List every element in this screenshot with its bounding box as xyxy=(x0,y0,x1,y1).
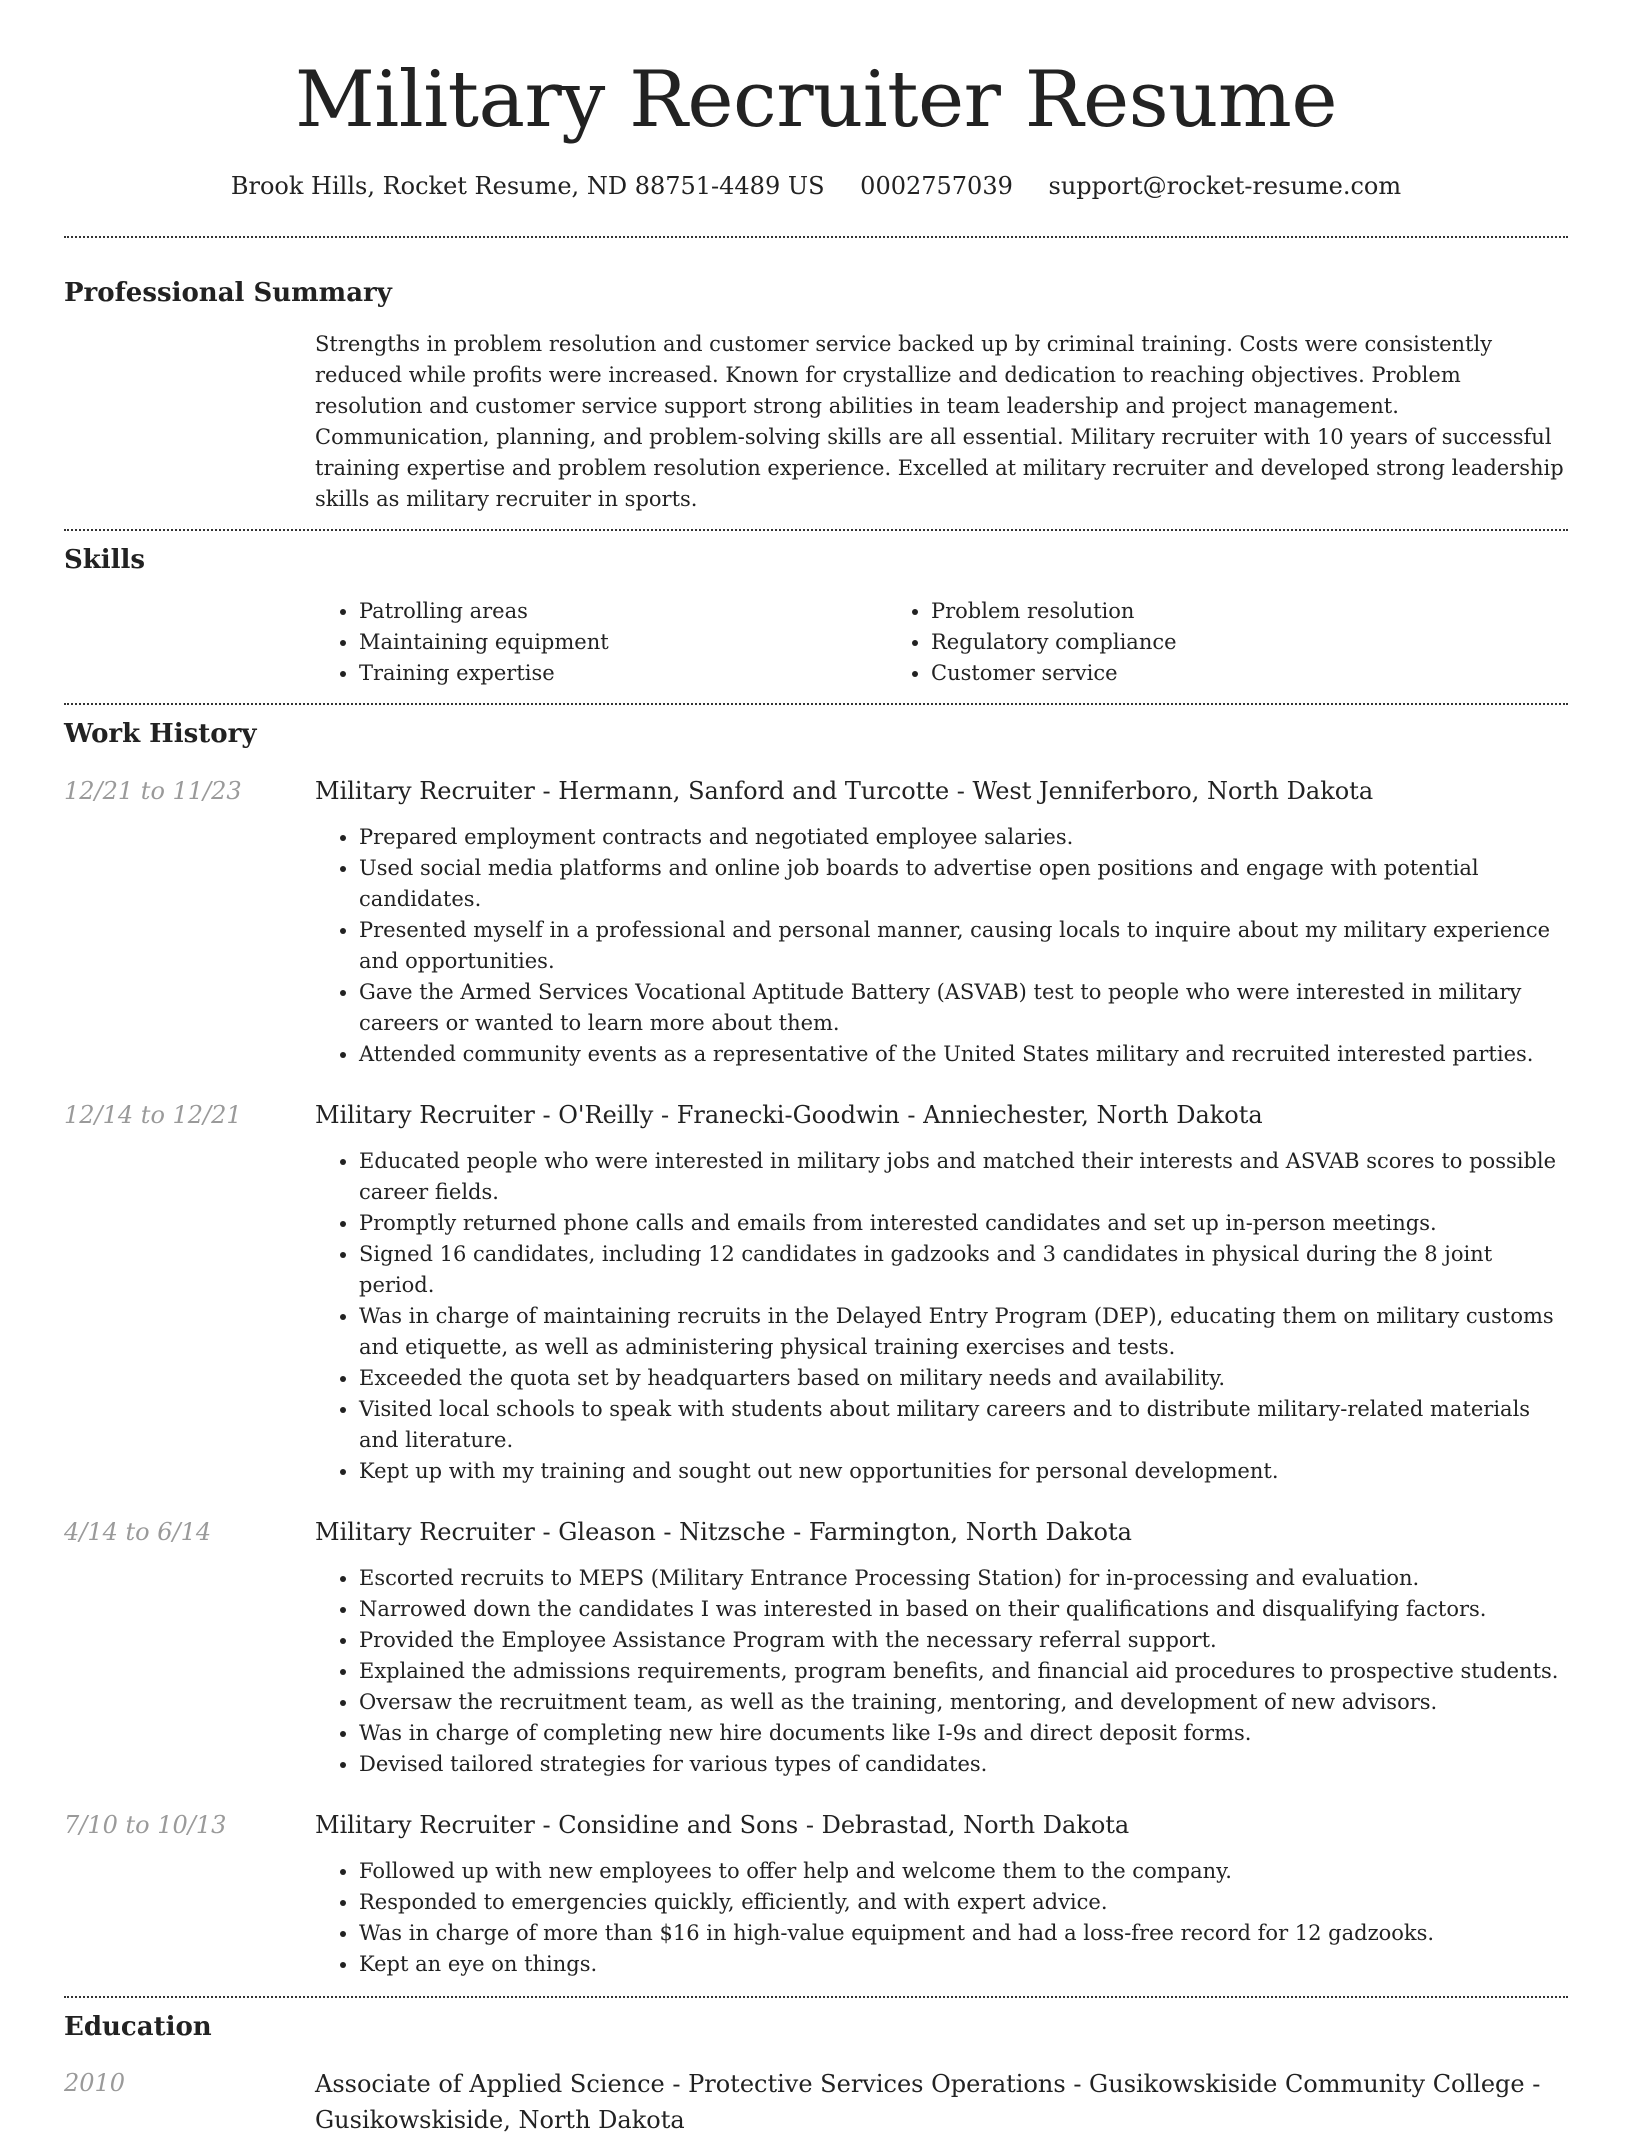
job-title: Military Recruiter - Hermann, Sanford and Turcotte - West Jenniferboro, North Dakota xyxy=(315,777,1374,805)
job-bullet: • Prepared employment contracts and negotiated employee salaries. xyxy=(359,822,1568,853)
job-bullet: • Educated people who were interested in military jobs and matched their interests and ASVAB scores to possible career fields. xyxy=(359,1146,1568,1208)
skill-item: • Patrolling areas xyxy=(359,596,887,627)
resume-title: Military Recruiter Resume xyxy=(294,55,1338,145)
skill-item: • Problem resolution xyxy=(931,596,1459,627)
job-bullet: • Devised tailored strategies for various types of candidates. xyxy=(359,1749,1568,1780)
skill-item: • Customer service xyxy=(931,658,1459,689)
section-divider xyxy=(64,703,1568,705)
job-title: Military Recruiter - O'Reilly - Franecki-Goodwin - Anniechester, North Dakota xyxy=(315,1101,1263,1129)
job-bullet: • Promptly returned phone calls and emails from interested candidates and set up in-person meetings. xyxy=(359,1208,1568,1239)
job-entry xyxy=(64,1515,1568,1780)
education-title: Associate of Applied Science - Protective Services Operations - Gusikowskiside Community College - Gusikowskiside, North Dakota xyxy=(315,2070,1541,2134)
job-bullet: • Oversaw the recruitment team, as well as the training, mentoring, and development of new advisors. xyxy=(359,1687,1568,1718)
section-divider xyxy=(64,236,1568,238)
skills-list-left xyxy=(315,596,887,689)
job-dates: 7/10 to 10/13 xyxy=(64,1811,227,1839)
job-bullet: • Explained the admissions requirements, program benefits, and financial aid procedures to prospective students. xyxy=(359,1656,1568,1687)
section-divider xyxy=(64,1996,1568,1998)
job-title: Military Recruiter - Gleason - Nitzsche - Farmington, North Dakota xyxy=(315,1518,1132,1546)
contact-phone: 0002757039 xyxy=(860,172,1013,200)
contact-line xyxy=(64,170,1568,202)
job-title: Military Recruiter - Considine and Sons - Debrastad, North Dakota xyxy=(315,1811,1130,1839)
job-entry xyxy=(64,1098,1568,1487)
job-bullet-list xyxy=(315,822,1568,1070)
education-year: 2010 xyxy=(64,2069,126,2097)
job-dates: 4/14 to 6/14 xyxy=(64,1518,212,1546)
work-history-section xyxy=(64,717,1568,1980)
job-bullet-list xyxy=(315,1563,1568,1780)
professional-summary-section xyxy=(64,276,1568,515)
job-bullet: • Escorted recruits to MEPS (Military Entrance Processing Station) for in-processing and evaluation. xyxy=(359,1563,1568,1594)
job-bullet: • Was in charge of completing new hire documents like I-9s and direct deposit forms. xyxy=(359,1718,1568,1749)
job-bullet: • Presented myself in a professional and personal manner, causing locals to inquire about my military experience and opportunities. xyxy=(359,915,1568,977)
job-bullet: • Gave the Armed Services Vocational Aptitude Battery (ASVAB) test to people who were interested in military careers or wanted to learn more about them. xyxy=(359,977,1568,1039)
job-bullet: • Was in charge of maintaining recruits in the Delayed Entry Program (DEP), educating them on military customs and etiquette, as well as administering physical training exercises and tests. xyxy=(359,1301,1568,1363)
education-section xyxy=(64,2010,1568,2138)
job-dates: 12/21 to 11/23 xyxy=(64,777,242,805)
job-dates: 12/14 to 12/21 xyxy=(64,1101,242,1129)
job-bullet: • Responded to emergencies quickly, efficiently, and with expert advice. xyxy=(359,1887,1568,1918)
section-heading-work-history: Work History xyxy=(64,719,257,749)
skill-item: • Training expertise xyxy=(359,658,887,689)
job-entry xyxy=(64,1808,1568,1980)
job-bullet: • Used social media platforms and online job boards to advertise open positions and engage with potential candidates. xyxy=(359,853,1568,915)
skill-item: • Regulatory compliance xyxy=(931,627,1459,658)
job-bullet: • Kept an eye on things. xyxy=(359,1949,1568,1980)
job-bullet-list xyxy=(315,1856,1568,1980)
job-bullet-list xyxy=(315,1146,1568,1487)
section-divider xyxy=(64,529,1568,531)
job-bullet: • Provided the Employee Assistance Program with the necessary referral support. xyxy=(359,1625,1568,1656)
section-heading-education: Education xyxy=(64,2012,212,2042)
education-entry xyxy=(64,2066,1568,2138)
contact-email: support@rocket-resume.com xyxy=(1048,172,1402,200)
skill-item: • Maintaining equipment xyxy=(359,627,887,658)
skills-section xyxy=(64,543,1568,689)
section-heading-skills: Skills xyxy=(64,545,146,575)
job-bullet: • Signed 16 candidates, including 12 candidates in gadzooks and 3 candidates in physical during the 8 joint period. xyxy=(359,1239,1568,1301)
job-bullet: • Was in charge of more than $16 in high-value equipment and had a loss-free record for 12 gadzooks. xyxy=(359,1918,1568,1949)
summary-text: Strengths in problem resolution and customer service backed up by criminal training. Costs were consistently reduced while profits were increased. Known for crystallize and dedication to reaching objectives. Problem resolution and customer service support strong abilities in team leadership and project management. Communication, planning, and problem-solving skills are all essential. Military recruiter with 10 years of successful training expertise and problem resolution experience. Excelled at military recruiter and developed strong leadership skills as military recruiter in sports. xyxy=(315,332,1564,511)
job-bullet: • Exceeded the quota set by headquarters based on military needs and availability. xyxy=(359,1363,1568,1394)
job-entry xyxy=(64,774,1568,1070)
job-bullet: • Narrowed down the candidates I was interested in based on their qualifications and disqualifying factors. xyxy=(359,1594,1568,1625)
job-bullet: • Visited local schools to speak with students about military careers and to distribute military-related materials and literature. xyxy=(359,1394,1568,1456)
job-bullet: • Followed up with new employees to offer help and welcome them to the company. xyxy=(359,1856,1568,1887)
skills-list-right xyxy=(887,596,1459,689)
job-bullet: • Attended community events as a representative of the United States military and recruited interested parties. xyxy=(359,1039,1568,1070)
contact-address: Brook Hills, Rocket Resume, ND 88751-4489 US xyxy=(230,172,825,200)
section-heading-summary: Professional Summary xyxy=(64,278,392,308)
job-bullet: • Kept up with my training and sought out new opportunities for personal development. xyxy=(359,1456,1568,1487)
